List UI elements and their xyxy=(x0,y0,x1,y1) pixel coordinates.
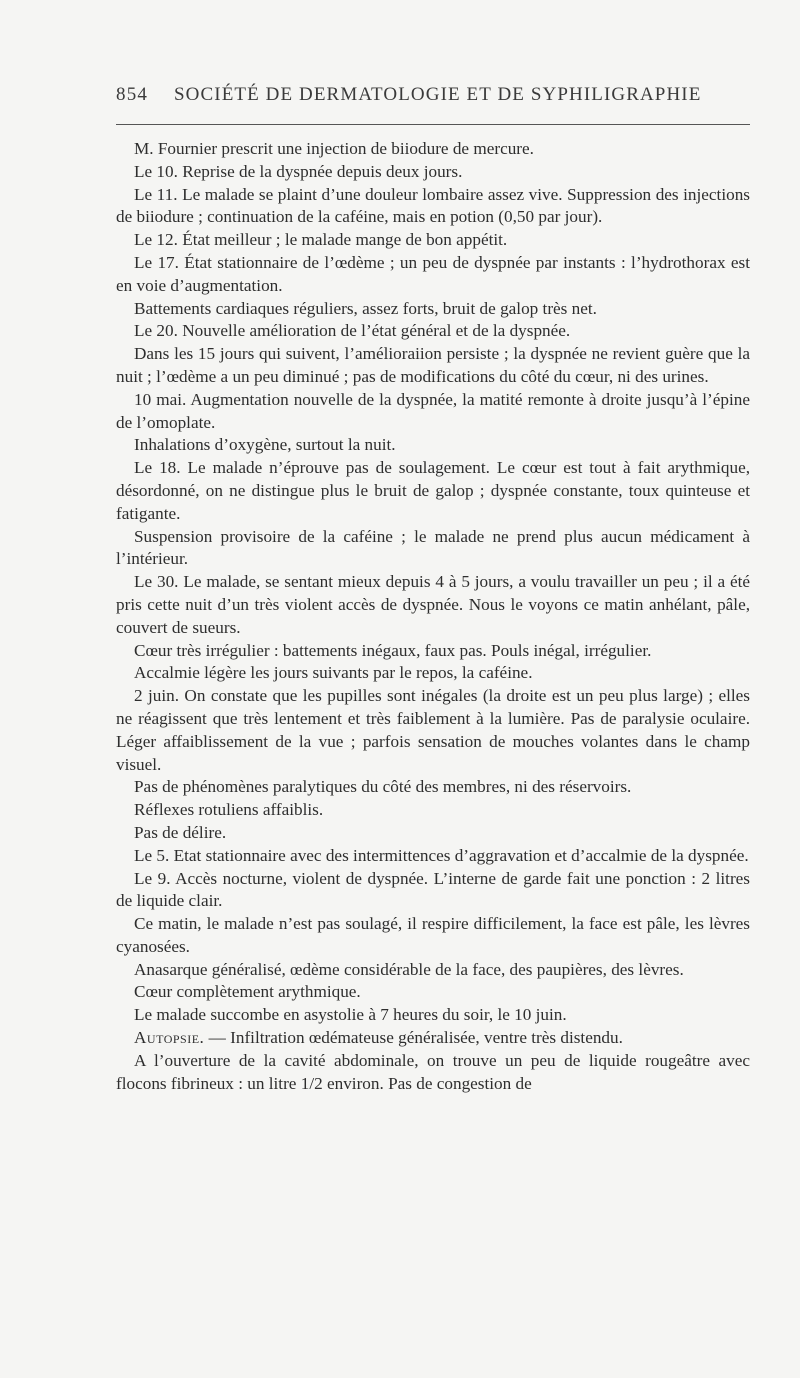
paragraph: Cœur complètement arythmique. xyxy=(134,982,361,1002)
paragraph: Accalmie légère les jours suivants par le repos, la caféine. xyxy=(134,663,533,683)
paragraph: Dans les 15 jours qui suivent, l’amélioraiion persiste ; la dyspnée ne revient guère que la nuit ; l’œdème a un peu diminué ; pas de modifications du côté du cœur, ni des urines. xyxy=(116,344,750,386)
paragraph: M. Fournier prescrit une injection de biiodure de mercure. xyxy=(134,139,534,158)
paragraph: Anasarque généralisé, œdème considérable de la face, des paupières, des lèvres. xyxy=(134,959,684,979)
paragraph: Le 11. Le malade se plaint d’une douleur lombaire assez vive. Suppression des injections de biiodure ; continuation de la caféine, mais en potion (0,50 par jour). xyxy=(116,184,750,227)
paragraph: A l’ouverture de la cavité abdominale, on trouve un peu de liquide rougeâtre avec flocons fibrineux : un litre 1/2 environ. Pas de congestion de xyxy=(116,1050,750,1093)
header-rule xyxy=(116,124,750,125)
paragraph: Battements cardiaques réguliers, assez forts, bruit de galop très net. xyxy=(134,298,597,318)
paragraph: Le 5. Etat stationnaire avec des intermittences d’aggravation et d’accalmie de la dyspnée. xyxy=(134,845,749,865)
paragraph: Cœur très irrégulier : battements inégaux, faux pas. Pouls inégal, irrégulier. xyxy=(134,640,652,660)
paragraph: Ce matin, le malade n’est pas soulagé, il respire difficilement, la face est pâle, les lèvres cyanosées. xyxy=(116,914,750,956)
paragraph: Inhalations d’oxygène, surtout la nuit. xyxy=(134,435,396,455)
autopsy-text: — Infiltration œdémateuse généralisée, ventre très distendu. xyxy=(204,1028,623,1048)
paragraph: Le 17. État stationnaire de l’œdème ; un peu de dyspnée par instants : l’hydrothorax est en voie d’augmentation. xyxy=(116,252,750,295)
autopsy-paragraph xyxy=(116,1027,750,1050)
page-header xyxy=(116,84,748,114)
paragraph: Pas de délire. xyxy=(134,822,227,842)
running-title: SOCIÉTÉ DE DERMATOLOGIE ET DE SYPHILIGRAPHIE xyxy=(174,84,702,105)
paragraph: Pas de phénomènes paralytiques du côté des membres, ni des réservoirs. xyxy=(134,777,632,797)
paragraph: Le 18. Le malade n’éprouve pas de soulagement. Le cœur est tout à fait arythmique, désordonné, on ne distingue plus le bruit de galop ; dyspnée constante, toux quinteuse et fatigante. xyxy=(116,458,750,523)
paragraph: Le 9. Accès nocturne, violent de dyspnée. L’interne de garde fait une ponction : 2 litres de liquide clair. xyxy=(116,868,750,911)
paragraph: Le 10. Reprise de la dyspnée depuis deux jours. xyxy=(134,161,463,181)
body-text xyxy=(116,138,750,1095)
paragraph: Réflexes rotuliens affaiblis. xyxy=(134,800,324,820)
paragraph: 2 juin. On constate que les pupilles sont inégales (la droite est un peu plus large) ; elles ne réagissent que très lentement et très faiblement à la lumière. Pas de paralysie oculaire. Léger affaiblissement de la vue ; parfois sensation de mouches volantes dans le champ visuel. xyxy=(116,686,750,774)
paragraph: Le 20. Nouvelle amélioration de l’état général et de la dyspnée. xyxy=(134,321,571,341)
paragraph: Suspension provisoire de la caféine ; le malade ne prend plus aucun médicament à l’intérieur. xyxy=(116,526,750,569)
page-number: 854 xyxy=(116,84,149,105)
paragraph: 10 mai. Augmentation nouvelle de la dyspnée, la matité remonte à droite jusqu’à l’épine de l’omoplate. xyxy=(116,389,750,432)
paragraph: Le 30. Le malade, se sentant mieux depuis 4 à 5 jours, a voulu travailler un peu ; il a été pris cette nuit d’un très violent accès de dyspnée. Nous le voyons ce matin anhélant, pâle, couvert de sueurs. xyxy=(116,572,750,637)
autopsy-label: Autopsie. xyxy=(134,1028,205,1048)
paragraph: Le malade succombe en asystolie à 7 heures du soir, le 10 juin. xyxy=(134,1005,567,1025)
paragraph: Le 12. État meilleur ; le malade mange de bon appétit. xyxy=(134,230,508,250)
